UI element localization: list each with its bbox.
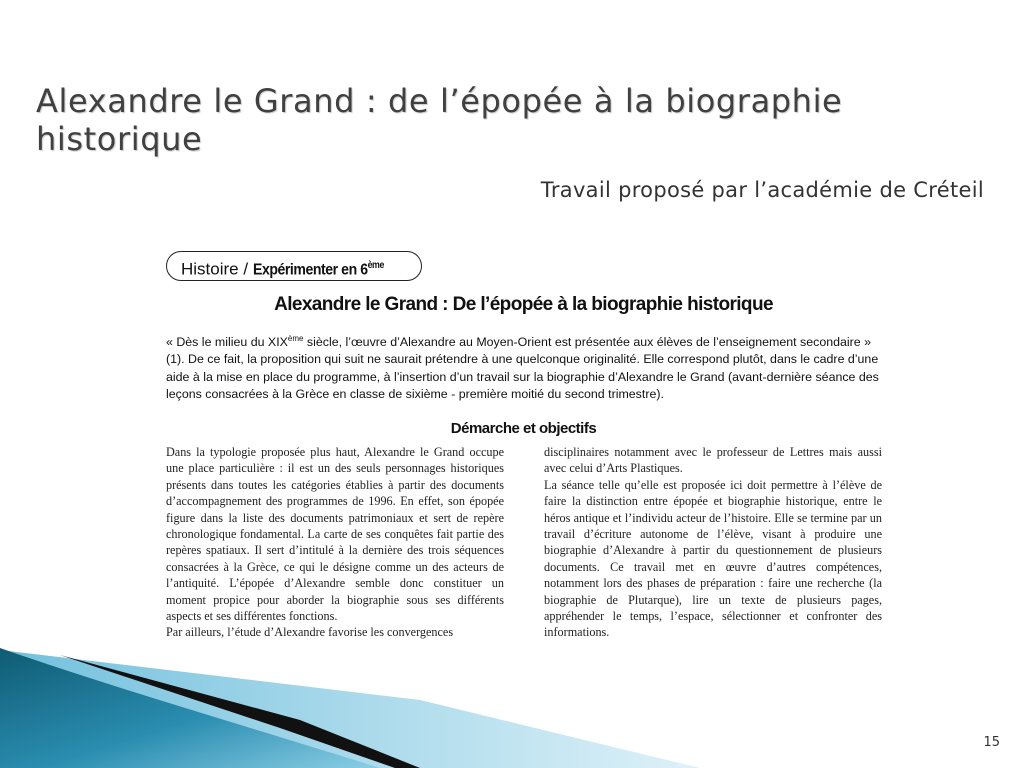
- badge-label: Expérimenter en 6ème: [252, 260, 384, 279]
- page-number: 15: [983, 735, 1000, 750]
- slide-title: Alexandre le Grand : de l’épopée à la biographie historique: [36, 82, 843, 158]
- slide-subtitle: Travail proposé par l’académie de Créteil: [540, 178, 984, 202]
- left-paragraph: Dans la typologie proposée plus haut, Alexandre le Grand occupe une place particulière : il est un des seuls personnages historiques présents dans toutes les catégories établies à partir des documents d’accompagnement des programmes de 1996. En effet, son épopée figure dans la liste des documents patrimoniaux et sert de repère chronologique fondamental. La carte de ses conquêtes fait partie des repères spatiaux. Il sert d’intitulé à la dernière des trois séquences consacrées à la Grèce, ce qui le désigne comme un des acteurs de l’antiquité. L’épopée d’Alexandre semble donc constituer un moment propice pour aborder la biographie sous ses différents aspects et ses différentes fonctions.: [166, 445, 504, 624]
- right-paragraph: La séance telle qu’elle est proposée ici doit permettre à l’élève de faire la distinction entre épopée et biographie historique, entre le héros antique et l’individu acteur de l’histoire. Elle se termine par un travail d’écriture autonome de l’élève, visant à produire une biographie d’Alexandre à partir du questionnement de plusieurs documents. Ce travail met en œuvre d’autres compétences, notamment lors des phases de préparation : faire une recherche (la biographie de Plutarque), lire un texte de plusieurs pages, appréhender le temps, l’espace, sélectionner et confronter des informations.: [544, 477, 882, 640]
- left-paragraph: Par ailleurs, l’étude d’Alexandre favorise les convergences: [166, 625, 454, 640]
- badge-subject: Histoire /: [181, 259, 253, 279]
- document-title: Alexandre le Grand : De l’épopée à la biographie historique: [274, 294, 773, 315]
- right-paragraph: disciplinaires notamment avec le professeur de Lettres mais aussi avec celui d’Arts Plastiques.: [544, 445, 882, 476]
- section-title: Démarche et objectifs: [450, 420, 597, 437]
- document-intro: « Dès le milieu du XIXème siècle, l’œuvre d’Alexandre au Moyen-Orient est présentée aux élèves de l’enseignement secondaire » (1). De ce fait, la proposition qui suit ne saurait prétendre à une quelconque originalité. Elle correspond plutôt, dans le cadre d’une aide à la mise en place du programme, à l’insertion d’un travail sur la biographie d’Alexandre le Grand (avant-dernière séance des leçons consacrées à la Grèce en classe de sixième - première moitié du second trimestre).: [166, 334, 879, 401]
